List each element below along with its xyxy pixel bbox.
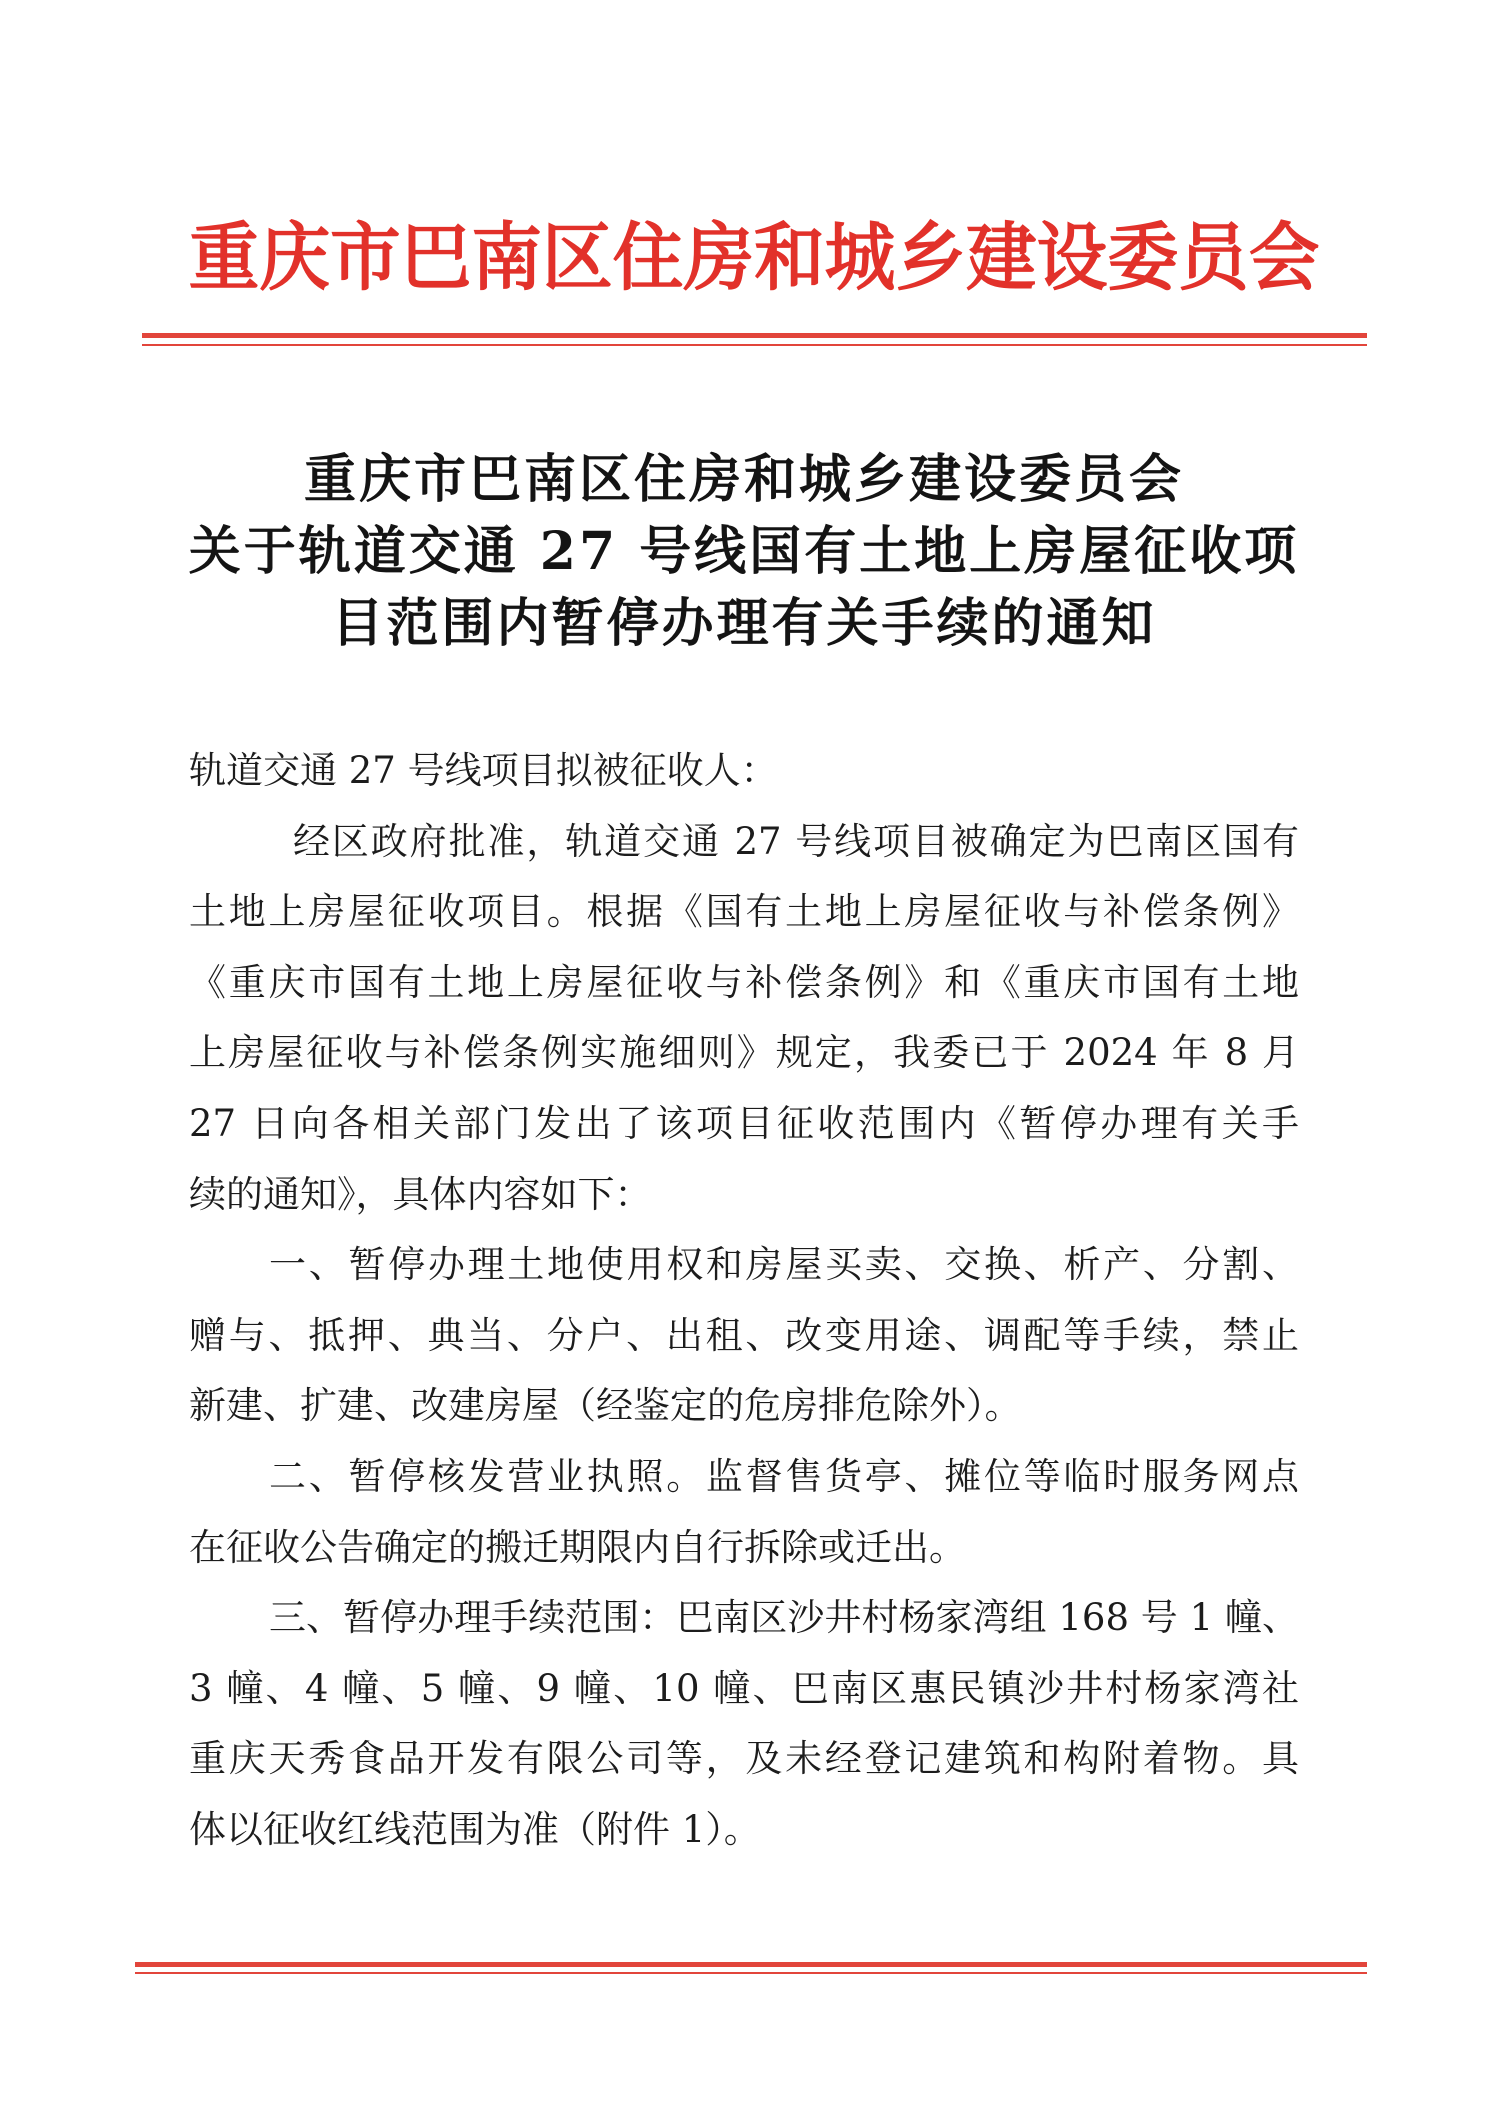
footer-rule-thick <box>135 1962 1367 1967</box>
body-line: 《重庆市国有土地上房屋征收与补偿条例》和《重庆市国有土地 <box>189 960 1299 1004</box>
paragraph-item-1 <box>189 1230 1299 1442</box>
letterhead-rule-thin <box>142 344 1367 346</box>
body-line: 体以征收红线范围为准（附件 1）。 <box>189 1807 761 1851</box>
body-line: 土地上房屋征收项目。根据《国有土地上房屋征收与补偿条例》 <box>189 890 1299 934</box>
body-line: 二、暂停核发营业执照。监督售货亭、摊位等临时服务网点 <box>269 1454 1299 1498</box>
document-title <box>0 444 1488 660</box>
paragraph-item-3 <box>189 1583 1299 1865</box>
body-line: 赠与、抵押、典当、分户、出租、改变用途、调配等手续，禁止 <box>189 1313 1299 1357</box>
salutation: 轨道交通 27 号线项目拟被征收人： <box>189 749 778 792</box>
body-line: 续的通知》，具体内容如下： <box>189 1172 652 1216</box>
body-line: 上房屋征收与补偿条例实施细则》规定，我委已于 2024 年 8 月 <box>189 1031 1299 1075</box>
body-line: 在征收公告确定的搬迁期限内自行拆除或迁出。 <box>189 1525 966 1569</box>
body-line: 一、暂停办理土地使用权和房屋买卖、交换、析产、分割、 <box>269 1243 1299 1287</box>
title-line: 重庆市巴南区住房和城乡建设委员会 <box>303 449 1184 510</box>
document-body <box>189 736 1299 1866</box>
body-line: 新建、扩建、改建房屋（经鉴定的危房排危除外）。 <box>189 1384 1022 1428</box>
title-line: 目范围内暂停办理有关手续的通知 <box>331 593 1157 654</box>
paragraph-intro <box>189 807 1299 1231</box>
body-line: 经区政府批准，轨道交通 27 号线项目被确定为巴南区国有 <box>293 819 1299 863</box>
letterhead-org-name: 重庆市巴南区住房和城乡建设委员会 <box>188 215 1320 301</box>
letterhead-rule-thick <box>142 333 1367 338</box>
body-line: 三、暂停办理手续范围：巴南区沙井村杨家湾组 168 号 1 幢、 <box>269 1596 1299 1640</box>
body-line: 重庆天秀食品开发有限公司等，及未经登记建筑和构附着物。具 <box>189 1737 1299 1781</box>
body-line: 27 日向各相关部门发出了该项目征收范围内《暂停办理有关手 <box>189 1101 1299 1145</box>
paragraph-item-2 <box>189 1442 1299 1583</box>
title-line: 关于轨道交通 27 号线国有土地上房屋征收项 <box>188 521 1300 582</box>
body-line: 3 幢、4 幢、5 幢、9 幢、10 幢、巴南区惠民镇沙井村杨家湾社 <box>189 1666 1299 1710</box>
footer-rule-thin <box>135 1972 1367 1974</box>
